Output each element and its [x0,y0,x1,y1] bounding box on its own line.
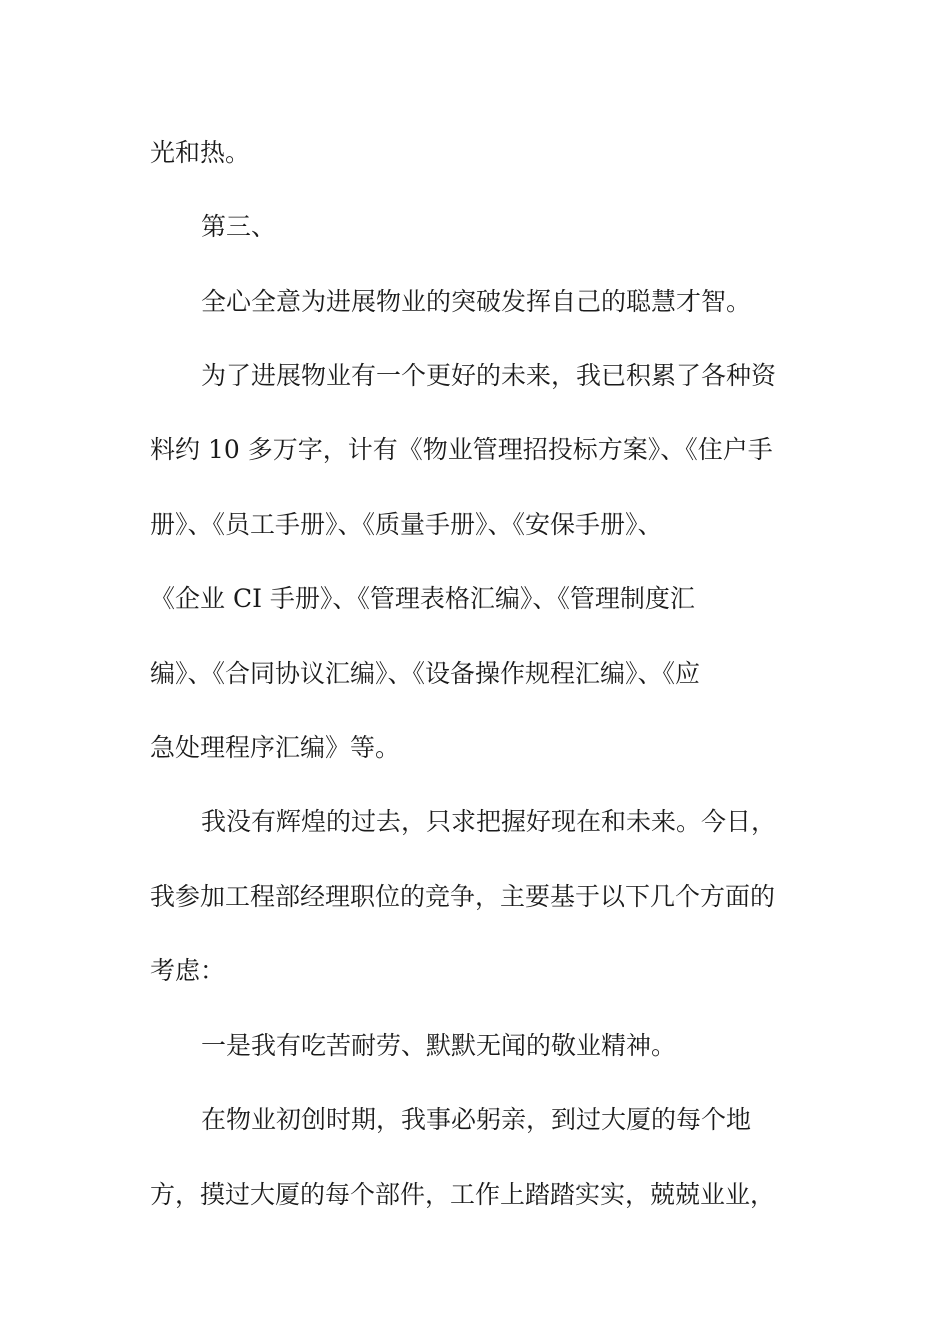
text-line-11: 我参加工程部经理职位的竞争，主要基于以下几个方面的 [150,882,776,911]
section-heading: 第三、 [201,212,277,241]
text-line-5: 料约 10 多万字，计有《物业管理招投标方案》、《住户手 [150,435,773,464]
text-line-10: 我没有辉煌的过去，只求把握好现在和未来。今日， [201,807,777,836]
text-line-13: 一是我有吃苦耐劳、默默无闻的敬业精神。 [201,1031,677,1060]
text-line-14: 在物业初创时期，我事必躬亲，到过大厦的每个地 [201,1105,752,1134]
text-line-15: 方，摸过大厦的每个部件，工作上踏踏实实，兢兢业业， [150,1180,776,1209]
text-line-3: 全心全意为进展物业的突破发挥自己的聪慧才智。 [201,287,752,316]
text-line-1: 光和热。 [150,138,251,167]
text-line-8: 编》、《合同协议汇编》、《设备操作规程汇编》、《应 [150,659,701,688]
text-line-12: 考虑： [150,956,226,985]
text-line-7: 《企业 CI 手册》、《管理表格汇编》、《管理制度汇 [150,584,695,613]
text-line-6: 册》、《员工手册》、《质量手册》、《安保手册》、 [150,510,663,539]
text-line-4: 为了进展物业有一个更好的未来，我已积累了各种资 [201,361,777,390]
text-line-9: 急处理程序汇编》等。 [150,733,401,762]
